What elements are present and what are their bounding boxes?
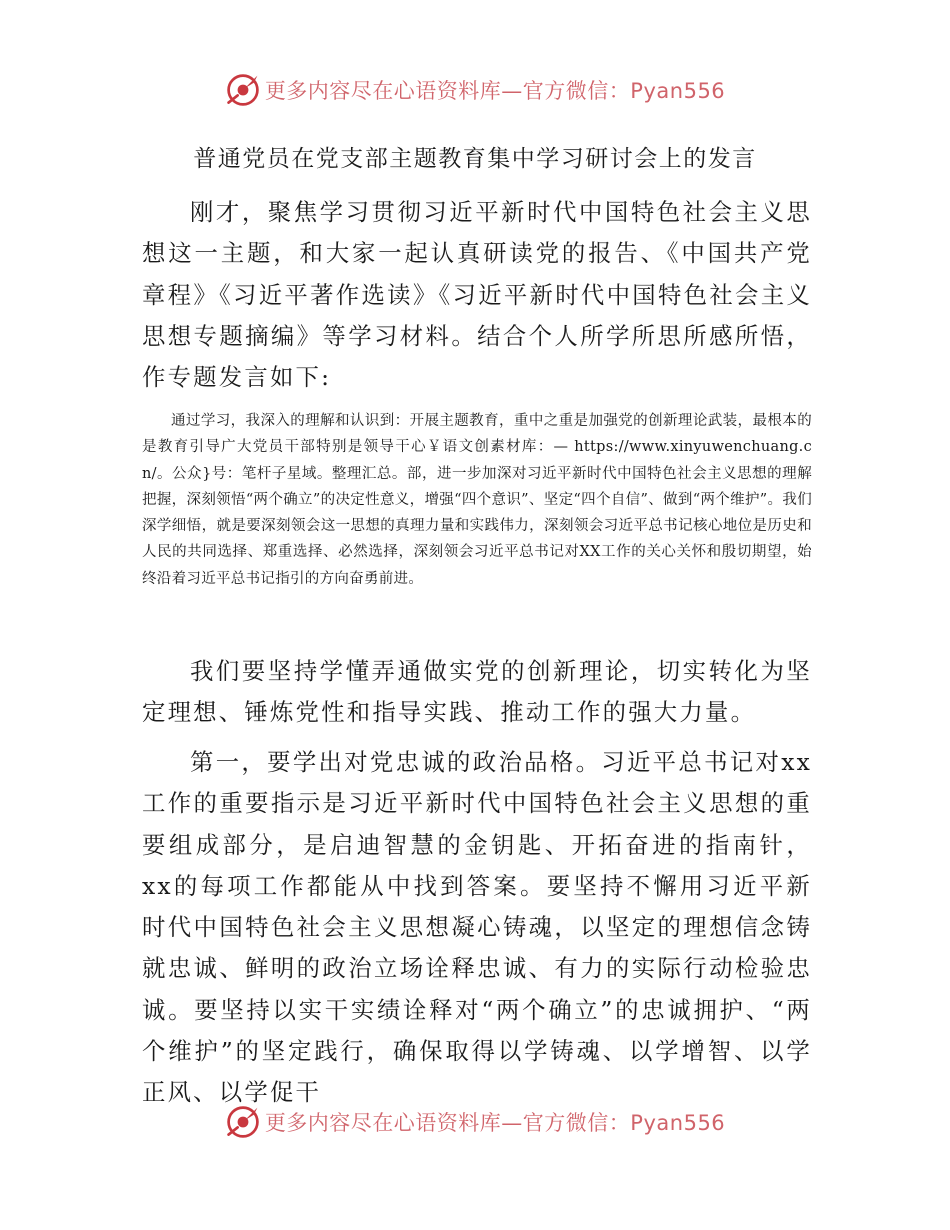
footer-watermark-banner xyxy=(0,1102,950,1142)
watermark-text: 更多内容尽在心语资料库—官方微信：Pyan556 xyxy=(264,1111,726,1135)
quill-logo-icon xyxy=(225,1104,261,1140)
quill-logo-icon xyxy=(225,72,261,108)
intro-paragraph: 刚才，聚焦学习贯彻习近平新时代中国特色社会主义思想这一主题，和大家一起认真研读党的报告、《中国共产党章程》《习近平著作选读》《习近平新时代中国特色社会主义思想专题摘编》等学习材料。结合个人所学所思所感所悟，作专题发言如下: xyxy=(142,198,812,392)
document-title: 普通党员在党支部主题教育集中学习研讨会上的发言 xyxy=(193,146,757,172)
goal-paragraph: 我们要坚持学懂弄通做实党的创新理论，切实转化为坚定理想、锤炼党性和指导实践、推动工作的强大力量。 xyxy=(142,657,812,727)
first-point-paragraph: 第一，要学出对党忠诚的政治品格。习近平总书记对xx工作的重要指示是习近平新时代中国特色社会主义思想的重要组成部分，是启迪智慧的金钥匙、开拓奋进的指南针，xx的每项工作都能从中找到答案。要坚持不懈用习近平新时代中国特色社会主义思想凝心铸魂，以坚定的理想信念铸就忠诚、鲜明的政治立场诠释忠诚、有力的实际行动检验忠诚。要坚持以实干实绩诠释对“两个确立”的忠诚拥护、“两个维护”的坚定践行，确保取得以学铸魂、以学增智、以学正风、以学促干 xyxy=(142,748,812,1107)
watermark-text: 更多内容尽在心语资料库—官方微信：Pyan556 xyxy=(264,79,726,103)
quote-paragraph: 通过学习，我深入的理解和认识到：开展主题教育，重中之重是加强党的创新理论武装，最根本的是教育引导广大党员干部特别是领导干心￥语文创素材库：— https://www.xinyuwenchuang.cn/。公众}号：笔杆子星域。整理汇总。部，进一步加深对习近平新时代中国特色社会主义思想的理解把握，深刻领悟“两个确立”的决定性意义，增强“四个意识”、坚定“四个自信”、做到“两个维护”。我们深学细悟，就是要深刻领会这一思想的真理力量和实践伟力，深刻领会习近平总书记核心地位是历史和人民的共同选择、郑重选择、必然选择，深刻领会习近平总书记对XX工作的关心关怀和殷切期望，始终沿着习近平总书记指引的方向奋勇前进。 xyxy=(142,413,812,587)
header-watermark-banner xyxy=(0,70,950,110)
